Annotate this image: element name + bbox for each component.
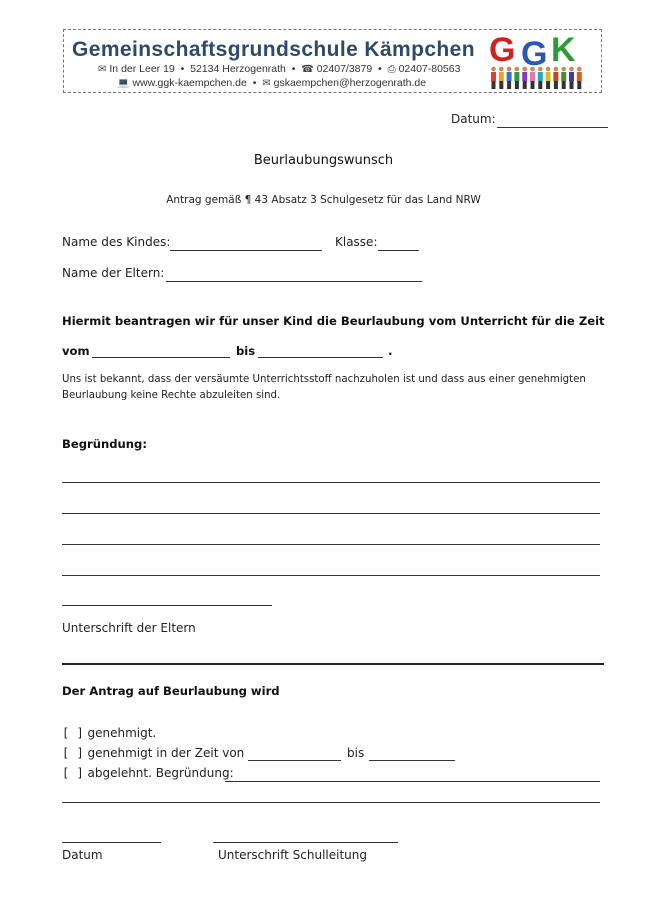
logo-child-body [569,72,574,81]
separator-dot: • [249,77,260,89]
reason-line-4[interactable] [62,575,600,576]
logo-child-legs [546,81,550,89]
decision-heading: Der Antrag auf Beurlaubung wird [62,684,280,698]
logo-child-legs [554,81,558,89]
logo-child-legs [531,81,535,89]
school-logo [487,31,587,91]
class-label: Klasse: [335,235,378,249]
address-line [98,63,460,75]
child-name-label: Name des Kindes: [62,235,171,249]
logo-child-legs [499,81,503,89]
logo-child-legs [492,81,496,89]
parents-signature-field[interactable] [62,605,272,606]
decision-date-field[interactable] [62,842,161,843]
logo-child-legs [507,81,511,89]
rejected-checkbox[interactable]: [ ] [62,766,84,780]
date-from-field[interactable] [92,357,230,358]
from-label: vom [62,344,90,358]
logo-child-body [514,72,519,81]
class-field[interactable] [378,250,419,251]
option-to-label: bis [347,746,365,760]
datum-label: Datum: [451,112,496,126]
logo-child-body [561,72,566,81]
website-link[interactable]: www.ggk-kaempchen.de [132,77,247,89]
logo-child-body [530,72,535,81]
logo-child-body [538,72,543,81]
notice-line-1: Uns ist bekannt, dass der versäumte Unterrichtsstoff nachzuholen ist und dass aus einer genehmigten [62,374,586,385]
period-mark: . [388,344,393,358]
option-rejected[interactable] [62,766,234,780]
school-name: Gemeinschaftsgrundschule Kämpchen [72,38,475,61]
option-rejected-label: abgelehnt. Begründung: [87,766,234,780]
separator-dot: • [375,63,385,75]
separator-dot: • [288,63,299,75]
logo-child-body [522,72,527,81]
option-approved-label: genehmigt. [87,726,157,740]
to-label: bis [236,344,256,358]
logo-child-legs [577,81,581,89]
date-to-field[interactable] [258,357,383,358]
logo-child-legs [562,81,566,89]
reason-label: Begründung: [62,437,147,451]
datum-field[interactable] [497,127,608,128]
parents-name-field[interactable] [166,281,422,282]
logo-child-body [553,72,558,81]
logo-child-legs [515,81,519,89]
email-icon: ✉ [262,78,271,89]
parents-name-label: Name der Eltern: [62,266,165,280]
rejected-reason-line-2[interactable] [62,802,600,803]
parents-signature-label: Unterschrift der Eltern [62,621,196,635]
option-approved[interactable] [62,726,156,740]
fax-number: 02407-80563 [398,63,461,75]
approved-from-field[interactable] [248,760,341,761]
mail-icon: ✉ [98,64,107,75]
principal-signature-label: Unterschrift Schulleitung [218,848,368,862]
logo-child-body [491,72,496,81]
page-subtitle: Antrag gemäß ¶ 43 Absatz 3 Schulgesetz für das Land NRW [166,194,481,206]
logo-letter-k: K [551,31,576,69]
decision-date-label: Datum [62,848,103,862]
page-title: Beurlaubungswunsch [253,153,394,168]
computer-icon: 💻 [117,78,130,89]
email-link[interactable]: gskaempchen@herzogenrath.de [273,77,427,89]
logo-child-body [507,72,512,81]
approved-to-field[interactable] [369,760,455,761]
web-line [117,77,426,89]
reason-line-1[interactable] [62,482,600,483]
request-sentence: Hiermit beantragen wir für unser Kind die Beurlaubung vom Unterricht für die Zeit [62,314,605,328]
option-approved-period[interactable] [62,746,244,760]
logo-letter-g2: G [521,35,548,73]
principal-signature-field[interactable] [213,842,398,843]
reason-line-3[interactable] [62,544,600,545]
notice-line-2: Beurlaubung keine Rechte abzuleiten sind. [62,390,281,401]
fax-icon: ⎙ [387,64,396,75]
logo-child-legs [570,81,574,89]
postal-city: 52134 Herzogenrath [190,63,286,75]
approved-period-checkbox[interactable]: [ ] [62,746,84,760]
reason-line-2[interactable] [62,513,600,514]
logo-child-body [577,72,582,81]
option-approved-period-label: genehmigt in der Zeit von [87,746,245,760]
logo-child-legs [538,81,542,89]
logo-letter-g1: G [489,31,516,69]
rejected-reason-field[interactable] [225,781,600,782]
phone-number: 02407/3879 [316,63,373,75]
section-divider [62,663,604,665]
logo-child-body [546,72,551,81]
phone-icon: ☎ [301,64,314,75]
street-address: In der Leer 19 [109,63,175,75]
separator-dot: • [177,63,188,75]
logo-child-legs [523,81,527,89]
logo-child-head [577,67,582,72]
approved-checkbox[interactable]: [ ] [62,726,84,740]
logo-child-body [499,72,504,81]
child-name-field[interactable] [170,250,322,251]
